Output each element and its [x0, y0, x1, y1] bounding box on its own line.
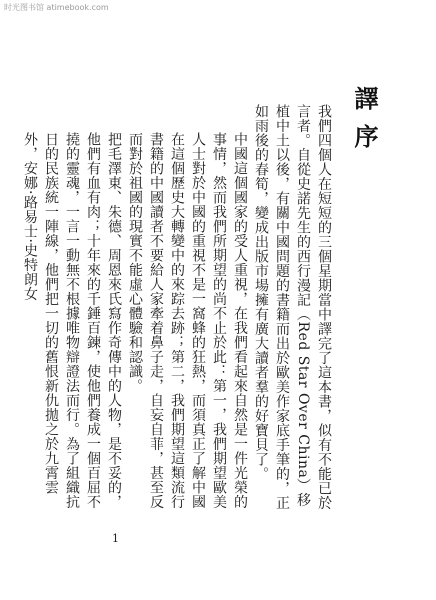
- paragraph-3: 把毛澤東、朱德、周恩來氏寫作奇傳中的人物，是不妥的，他們有血有肉；十年來的千錘百鍊，使他們養成一個百屈不撓的靈魂，一言一動無不根據唯物辯證法而行。為了組織抗日的民族統一陣線，他們把一切的舊恨新仇拋之於九霄雲外，安娜·路易士·史特朗女: [22, 132, 122, 509]
- paragraph-1: 我們四個人在短短的三個星期當中譯完了這本書，似有不能已於言者。自從史諾先生的西行漫記（Red Star Over China）移植中土以後，有關中國問題的書籍而出於歐美作家底手筆的，正如雨後的春筍，變成出版市場擁有廣大讀者羣的好寶貝了。: [253, 104, 332, 510]
- paragraph-2: 中國這個國家的受人重視，在我們看起來自然是一件光榮的事情，然而我們所期望的尚不止於此：第一，我們期望歐美人士對於中國的重視不是一窩蜂的狂熱，而須真正了解中國在這個歷史大轉變中的來踪去跡；第二，我們期望這類流行書籍的中國讀者不要給人家牽着鼻子走，自妄自菲，甚至反而對於祖國的現實不能虛心體驗和認識。: [127, 132, 248, 509]
- watermark: 时光图书馆 atimebook.com: [4, 3, 109, 12]
- page-title: 譯序: [350, 86, 379, 162]
- body-text: [22, 104, 334, 520]
- page-number: 1: [112, 532, 119, 545]
